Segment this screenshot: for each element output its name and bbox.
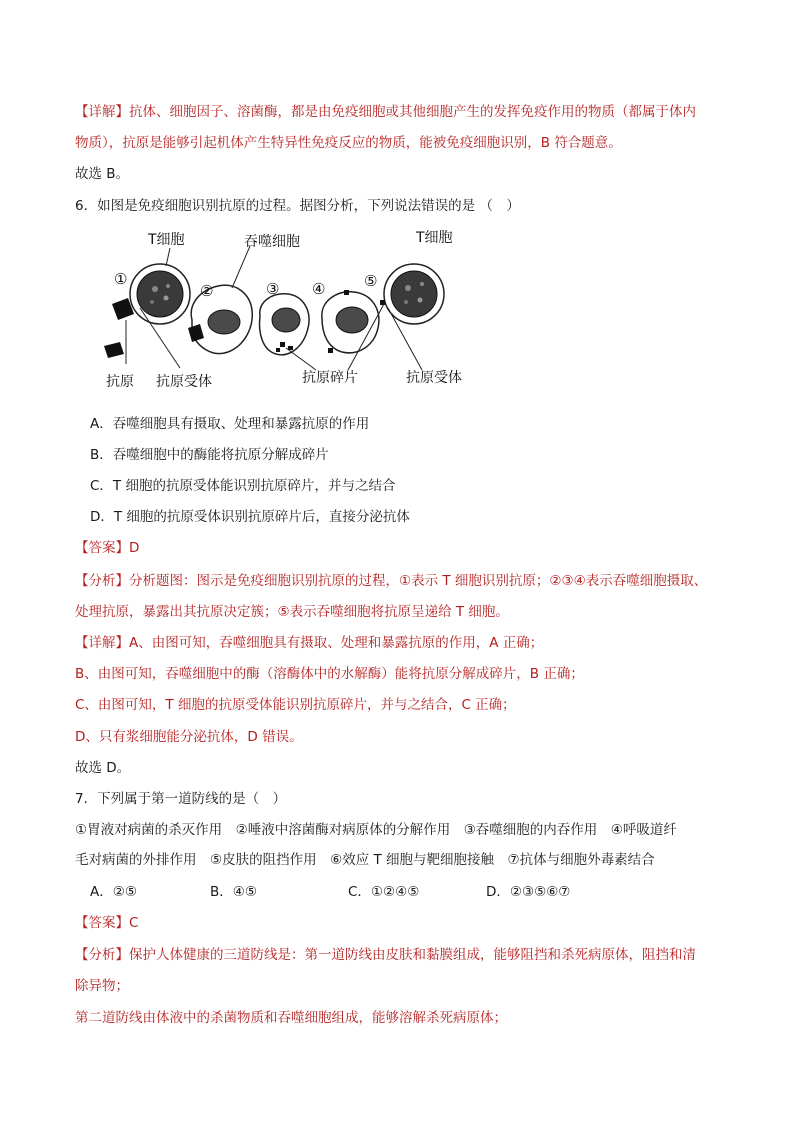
q7-items-line2: 毛对病菌的外排作用 ⑤皮肤的阻挡作用 ⑥效应 T 细胞与靶细胞接触 ⑦抗体与细胞外毒素结合 [75,852,655,868]
q6-analysis-line2: 处理抗原，暴露出其抗原决定簇；⑤表示吞噬细胞将抗原呈递给 T 细胞。 [75,604,509,620]
q5-detail-line2: 物质），抗原是能够引起机体产生特异性免疫反应的物质，能被免疫细胞识别，B 符合题意。 [75,135,622,151]
q7-analysis-line2: 除异物； [75,978,129,994]
figure-num-4: ④ [312,280,326,298]
q7-option-a: A．②⑤ [90,884,137,900]
label-antigen: 抗原 [106,374,134,390]
label-receptor-left: 抗原受体 [156,374,212,390]
q7-items-line1: ①胃液对病菌的杀灭作用 ②唾液中溶菌酶对病原体的分解作用 ③吞噬细胞的内吞作用 ④呼吸道纤 [75,822,677,838]
label-fragments: 抗原碎片 [302,370,358,386]
q6-option-a: A．吞噬细胞具有摄取、处理和暴露抗原的作用 [90,416,370,432]
macrophage-cell-2 [188,285,252,353]
q7-option-d: D．②③⑤⑥⑦ [486,884,571,900]
leader-fragments [286,348,316,370]
detail-tag: 【详解】 [75,104,129,120]
q6-analysis-line1: 【分析】分析题图：图示是免疫细胞识别抗原的过程，①表示 T 细胞识别抗原；②③④表示吞噬细胞摄取、 [75,573,708,589]
q6-option-d: D．T 细胞的抗原受体识别抗原碎片后，直接分泌抗体 [90,509,410,525]
q7-option-c: C．①②④⑤ [348,884,420,900]
label-receptor-right: 抗原受体 [406,370,462,386]
q6-stem: 6．如图是免疫细胞识别抗原的过程。据图分析，下列说法错误的是 （ ） [75,198,520,214]
leader-tcell-left [166,248,170,266]
immune-recognition-diagram [100,224,490,394]
t-cell-right [380,264,444,324]
figure-num-5: ⑤ [364,272,378,290]
immune-recognition-figure [100,224,490,394]
label-t-cell-right: T细胞 [416,230,453,246]
q6-answer: 【答案】D [75,540,140,556]
antigen-block-2 [104,342,124,358]
q6-detail-b: B、由图可知，吞噬细胞中的酶（溶酶体中的水解酶）能将抗原分解成碎片，B 正确； [75,666,584,682]
leader-macrophage [232,246,250,288]
figure-num-2: ② [200,282,214,300]
q6-option-c: C．T 细胞的抗原受体能识别抗原碎片，并与之结合 [90,478,396,494]
q6-option-b: B．吞噬细胞中的酶能将抗原分解成碎片 [90,447,329,463]
q6-conclusion: 故选 D。 [75,760,131,776]
q7-analysis-line3: 第二道防线由体液中的杀菌物质和吞噬细胞组成，能够溶解杀死病原体； [75,1010,507,1026]
q5-detail-line1: 【详解】抗体、细胞因子、溶菌酶，都是由免疫细胞或其他细胞产生的发挥免疫作用的物质（都属于体内 [75,104,696,120]
q6-detail-c: C、由图可知，T 细胞的抗原受体能识别抗原碎片，并与之结合，C 正确； [75,697,516,713]
figure-num-1: ① [114,270,128,288]
q7-option-b: B．④⑤ [210,884,257,900]
label-macrophage: 吞噬细胞 [244,234,300,250]
q7-stem: 7．下列属于第一道防线的是（ ） [75,791,287,807]
q7-answer: 【答案】C [75,915,139,931]
macrophage-cell-4 [322,290,379,353]
figure-num-3: ③ [266,280,280,298]
q6-detail-d: D、只有浆细胞能分泌抗体，D 错误。 [75,729,303,745]
label-t-cell-left: T细胞 [148,232,185,248]
q5-conclusion: 故选 B。 [75,166,130,182]
macrophage-cell-3 [260,294,310,355]
q6-detail-a: 【详解】A、由图可知，吞噬细胞具有摄取、处理和暴露抗原的作用，A 正确； [75,635,544,651]
t-cell-left [130,264,190,324]
q7-analysis-line1: 【分析】保护人体健康的三道防线是：第一道防线由皮肤和黏膜组成，能够阻挡和杀死病原体，阻挡和清 [75,947,696,963]
